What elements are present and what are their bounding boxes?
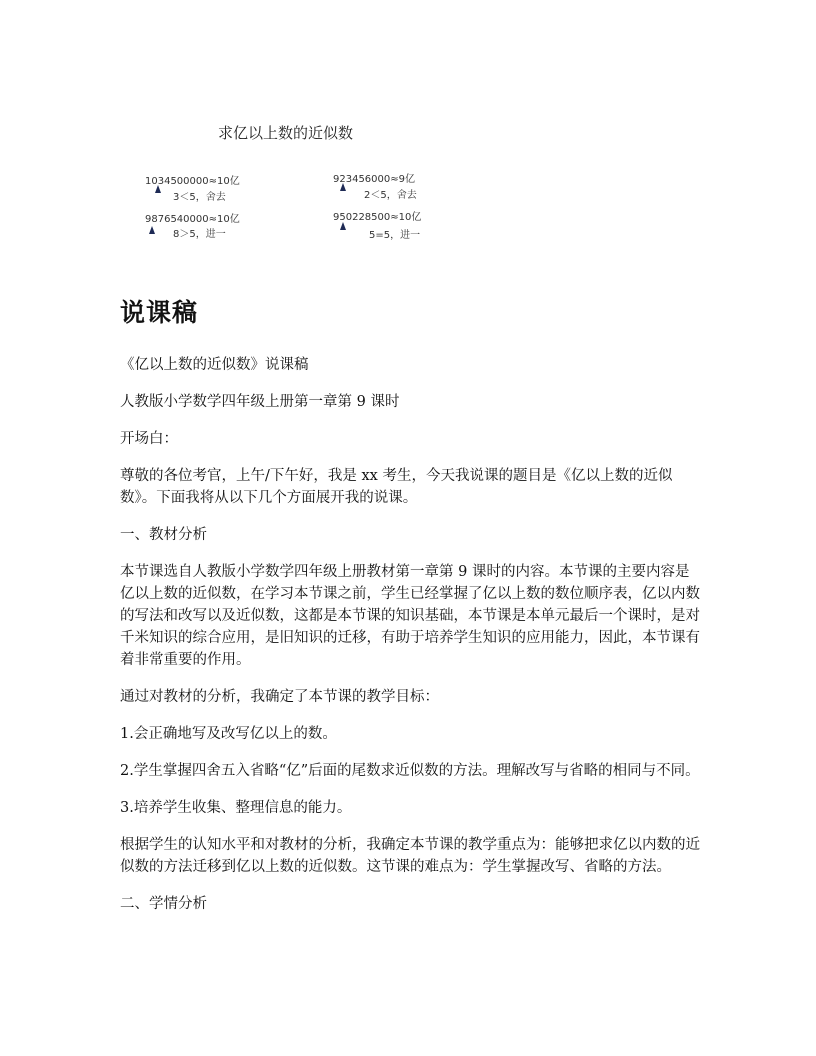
example-note: 2＜5，舍去 [364,190,417,201]
objective-3: 3.培养学生收集、整理信息的能力。 [120,800,352,816]
section-heading-students: 二、学情分析 [120,896,207,912]
figure-title: 求亿以上数的近似数 [218,124,354,142]
lesson-source: 人教版小学数学四年级上册第一章第 9 课时 [120,394,400,410]
example-equation: 9876540000≈10亿 [145,214,240,225]
document-heading: 说课稿 [120,298,199,327]
objective-1: 1.会正确地写及改写亿以上的数。 [120,726,337,742]
key-points-paragraph: 根据学生的认知水平和对教材的分析，我确定本节课的教学重点为：能够把求亿以内数的近似数的方法迁移到亿以上数的近似数。这节课的难点为：学生掌握改写、省略的方法。 [120,837,700,875]
figure-image [0,0,816,260]
lesson-title: 《亿以上数的近似数》说课稿 [120,357,309,373]
example-equation: 923456000≈9亿 [333,174,416,185]
example-equation: 1034500000≈10亿 [145,176,240,187]
document-body [120,296,700,930]
triangle-marker-icon [340,222,346,230]
triangle-marker-icon [149,226,155,234]
example-equation: 950228500≈10亿 [333,212,422,223]
opening-paragraph: 尊敬的各位考官，上午/下午好，我是 xx 考生，今天我说课的题目是《亿以上数的近似数》。下面我将从以下几个方面展开我的说课。 [120,468,673,506]
example-note: 5=5，进一 [369,230,421,241]
opening-label: 开场白： [120,431,178,447]
textbook-analysis-paragraph: 本节课选自人教版小学数学四年级上册教材第一章第 9 课时的内容。本节课的主要内容是亿以上数的近似数，在学习本节课之前，学生已经掌握了亿以上数的数位顺序表，亿以内数的写法和改写以及近似数，这都是本节课的知识基础，本节课是本单元最后一个课时，是对千米知识的综合应用，是旧知识的迁移，有助于培养学生知识的应用能力，因此，本节课有着非常重要的作用。 [120,564,700,668]
triangle-marker-icon [155,185,161,193]
example-note: 3＜5，舍去 [173,192,226,203]
example-note: 8＞5，进一 [173,229,226,240]
objectives-intro: 通过对教材的分析，我确定了本节课的教学目标： [120,689,439,705]
objective-2: 2.学生掌握四舍五入省略“亿”后面的尾数求近似数的方法。理解改写与省略的相同与不同。 [120,763,700,779]
triangle-marker-icon [340,183,346,191]
section-heading-textbook: 一、教材分析 [120,527,207,543]
